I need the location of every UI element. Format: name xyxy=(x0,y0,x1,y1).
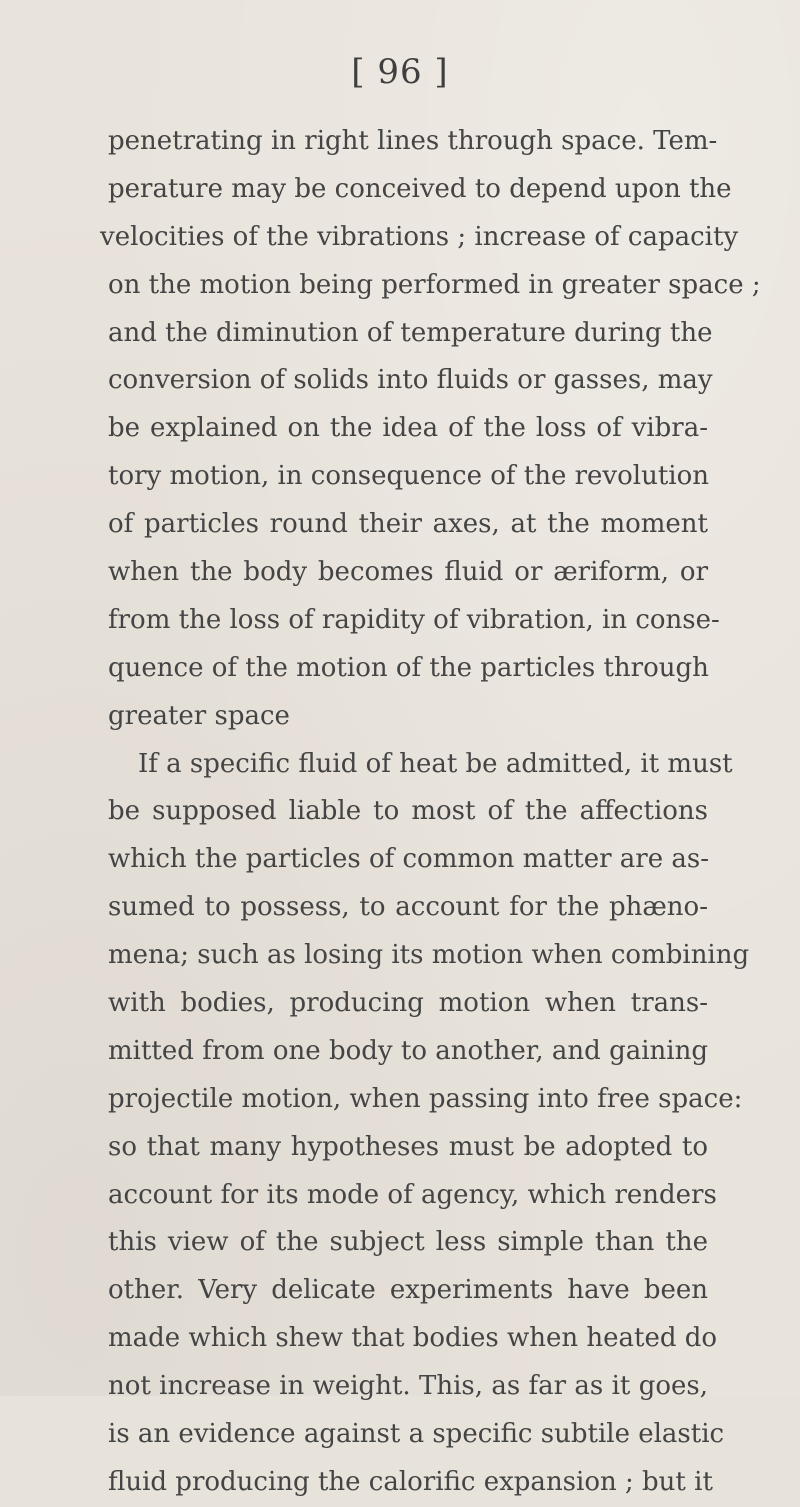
text-line: be explained on the idea of the loss of vibra- xyxy=(108,413,708,444)
text-line: and the diminution of temperature during the xyxy=(108,317,713,348)
text-line: so that many hypotheses must be adopted to xyxy=(108,1131,708,1162)
text-line: made which shew that bodies when heated do xyxy=(108,1323,718,1354)
text-line: projectile motion, when passing into free space: xyxy=(108,1083,743,1114)
text-line: conversion of solids into fluids or gasses, may xyxy=(108,365,713,396)
body-text xyxy=(100,118,761,1507)
text-line: penetrating in right lines through space. Tem- xyxy=(108,126,718,156)
text-line: from the loss of rapidity of vibration, in conse- xyxy=(108,604,720,635)
text-line: velocities of the vibrations ; increase of capacity xyxy=(100,221,739,252)
text-line: If a specific fluid of heat be admitted, it must xyxy=(138,748,733,779)
text-line: perature may be conceived to depend upon the xyxy=(108,173,732,204)
text-line: when the body becomes fluid or æriform, or xyxy=(108,557,708,588)
text-line: fluid producing the calorific expansion ; but it xyxy=(108,1466,713,1497)
text-line: sumed to possess, to account for the phæno- xyxy=(108,892,708,923)
text-line: other. Very delicate experiments have been xyxy=(108,1275,708,1306)
text-line: not increase in weight. This, as far as it goes, xyxy=(108,1371,708,1402)
text-line: on the motion being performed in greater space ; xyxy=(108,269,761,300)
text-line: mitted from one body to another, and gaining xyxy=(108,1035,708,1066)
text-line: with bodies, producing motion when trans- xyxy=(108,988,708,1019)
text-line: which the particles of common matter are as- xyxy=(108,844,710,875)
text-line: tory motion, in consequence of the revolution xyxy=(108,461,709,492)
text-line: be supposed liable to most of the affections xyxy=(108,796,708,827)
text-line: of particles round their axes, at the moment xyxy=(108,509,708,540)
text-line: is an evidence against a specific subtile elastic xyxy=(108,1419,725,1450)
text-line: mena; such as losing its motion when combining xyxy=(108,940,750,971)
page-number: [ 96 ] xyxy=(351,52,449,92)
text-line: this view of the subject less simple than the xyxy=(108,1227,708,1258)
text-line: account for its mode of agency, which renders xyxy=(108,1179,717,1210)
text-line: greater space xyxy=(108,700,290,731)
text-line: quence of the motion of the particles through xyxy=(108,652,709,683)
